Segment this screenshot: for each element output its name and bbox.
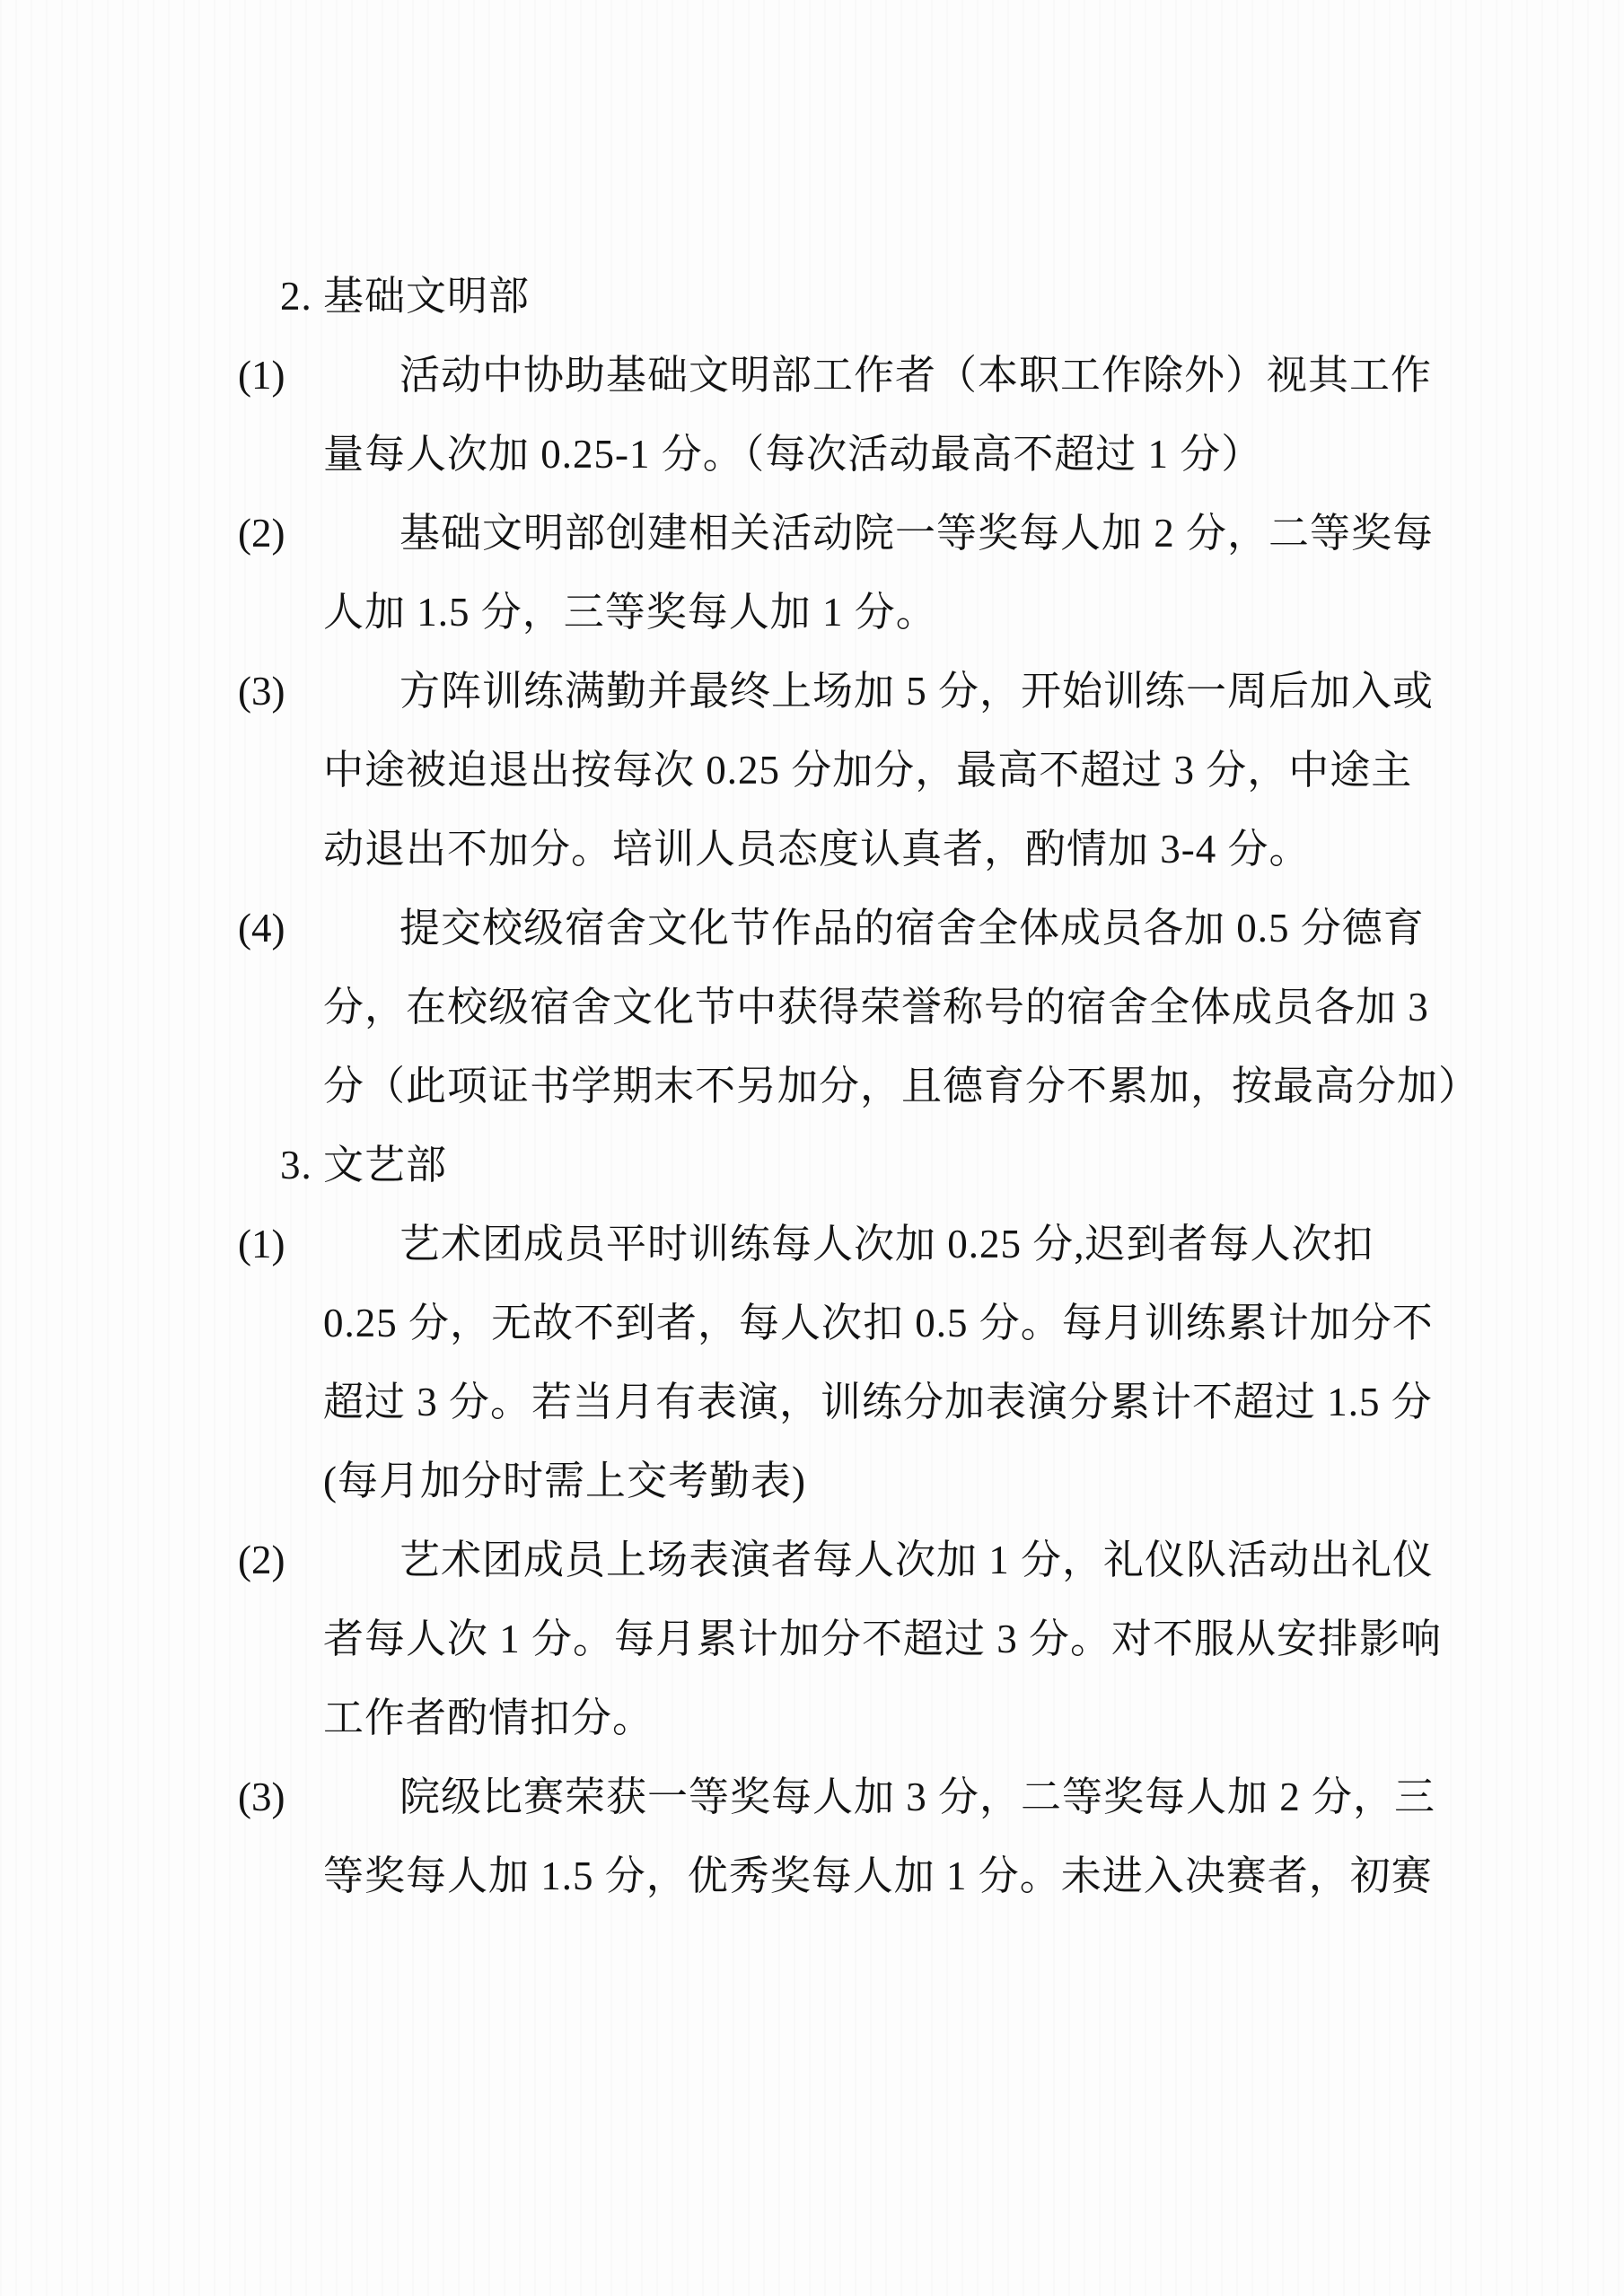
section-heading-arts-dept: 3. 文艺部 <box>280 1143 448 1187</box>
item-line: 人加 1.5 分，三等奖每人加 1 分。 <box>323 590 937 635</box>
item-text <box>323 1520 1495 1757</box>
item-line: 艺术团成员平时训练每人次加 0.25 分,迟到者每人次扣 <box>399 1222 1374 1266</box>
item-line: 艺术团成员上场表演者每人次加 1 分，礼仪队活动出礼仪 <box>399 1538 1435 1582</box>
section-heading-civilization-dept: 2. 基础文明部 <box>280 274 531 319</box>
document-content <box>238 257 1495 1915</box>
item-line: 工作者酌情扣分。 <box>323 1696 654 1740</box>
item-line: 中途被迫退出按每次 0.25 分加分，最高不超过 3 分，中途主 <box>323 748 1413 793</box>
item-text <box>323 1205 1495 1520</box>
item-line: 分（此项证书学期末不另加分，且德育分不累加，按最高分加） <box>323 1064 1480 1109</box>
list-item <box>238 889 1495 1126</box>
item-line: 基础文明部创建相关活动院一等奖每人加 2 分，二等奖每 <box>399 511 1435 556</box>
list-item <box>238 652 1495 889</box>
item-number: (1) <box>238 1222 285 1266</box>
list-item <box>238 336 1495 494</box>
item-line: 等奖每人加 1.5 分，优秀奖每人加 1 分。未进入决赛者，初赛 <box>323 1853 1433 1898</box>
item-line: 提交校级宿舍文化节作品的宿舍全体成员各加 0.5 分德育 <box>399 906 1425 951</box>
item-number: (2) <box>238 511 285 556</box>
item-number: (2) <box>238 1538 285 1582</box>
item-text <box>323 652 1495 889</box>
item-text <box>323 889 1495 1126</box>
item-number: (3) <box>238 1775 285 1819</box>
item-line: 超过 3 分。若当月有表演，训练分加表演分累计不超过 1.5 分 <box>323 1380 1433 1424</box>
item-text <box>323 336 1495 494</box>
item-text <box>323 1757 1495 1915</box>
item-line: (每月加分时需上交考勤表) <box>323 1459 806 1503</box>
item-line: 分，在校级宿舍文化节中获得荣誉称号的宿舍全体成员各加 3 <box>323 985 1429 1030</box>
item-line: 0.25 分，无故不到者，每人次扣 0.5 分。每月训练累计加分不 <box>323 1301 1434 1345</box>
list-item <box>238 1757 1495 1915</box>
item-line: 院级比赛荣获一等奖每人加 3 分，二等奖每人加 2 分，三 <box>399 1775 1436 1819</box>
list-item <box>238 494 1495 652</box>
item-number: (4) <box>238 906 285 951</box>
item-number: (1) <box>238 353 285 398</box>
item-number: (3) <box>238 669 285 714</box>
item-line: 者每人次 1 分。每月累计加分不超过 3 分。对不服从安排影响 <box>323 1617 1443 1661</box>
item-line: 活动中协助基础文明部工作者（本职工作除外）视其工作 <box>399 353 1433 398</box>
item-text <box>323 494 1495 652</box>
item-line: 方阵训练满勤并最终上场加 5 分，开始训练一周后加入或 <box>399 669 1435 714</box>
list-item <box>238 1205 1495 1520</box>
item-line: 动退出不加分。培训人员态度认真者，酌情加 3-4 分。 <box>323 827 1311 872</box>
list-item <box>238 1520 1495 1757</box>
item-line: 量每人次加 0.25-1 分。（每次活动最高不超过 1 分） <box>323 432 1263 477</box>
